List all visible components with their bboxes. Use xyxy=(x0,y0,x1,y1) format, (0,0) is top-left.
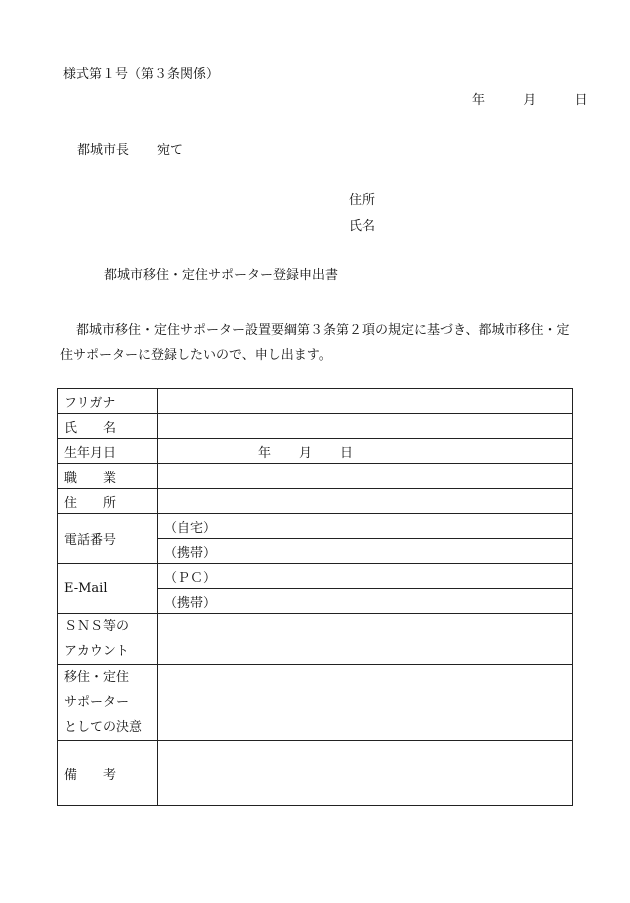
addressee-honorific: 宛て xyxy=(157,143,184,158)
phone-label: 電話番号 xyxy=(58,514,158,564)
sns-label xyxy=(58,614,158,665)
resolve-label-line3: としての決意 xyxy=(64,720,143,735)
address-field[interactable] xyxy=(158,489,573,514)
applicant-name-label: 氏名 xyxy=(349,219,376,234)
addressee xyxy=(77,143,183,159)
sns-label-line2: アカウント xyxy=(64,644,129,659)
document-title: 都城市移住・定住サポーター登録申出書 xyxy=(104,268,339,283)
furigana-field[interactable] xyxy=(158,389,573,414)
email-pc-field[interactable]: （ＰＣ） xyxy=(158,564,573,589)
submission-date xyxy=(472,93,588,109)
applicant-address-label: 住所 xyxy=(349,193,376,208)
sns-field[interactable] xyxy=(158,614,573,665)
phone-mobile-field[interactable]: （携帯） xyxy=(158,539,573,564)
resolve-field[interactable] xyxy=(158,665,573,741)
addressee-name: 都城市長 xyxy=(77,143,130,158)
resolve-label xyxy=(58,665,158,741)
date-day-label: 日 xyxy=(574,93,588,108)
furigana-label: フリガナ xyxy=(58,389,158,414)
address-label: 住 所 xyxy=(58,489,158,514)
date-year-label: 年 xyxy=(472,93,486,108)
occupation-label: 職 業 xyxy=(58,464,158,489)
birth-day-label: 日 xyxy=(340,445,354,461)
birth-month-label: 月 xyxy=(299,445,313,461)
phone-home-field[interactable]: （自宅） xyxy=(158,514,573,539)
email-mobile-field[interactable]: （携帯） xyxy=(158,589,573,614)
name-field[interactable] xyxy=(158,414,573,439)
resolve-label-line2: サポーター xyxy=(64,695,130,710)
birthdate-label: 生年月日 xyxy=(58,439,158,464)
date-month-label: 月 xyxy=(523,93,537,108)
form-number: 様式第１号（第３条関係） xyxy=(63,67,220,82)
birthdate-field[interactable] xyxy=(158,439,573,464)
email-label: E-Mail xyxy=(58,564,158,614)
remarks-field[interactable] xyxy=(158,741,573,806)
document-body: 都城市移住・定住サポーター設置要綱第３条第２項の規定に基づき、都城市移住・定住サポーターに登録したいので、申し出ます。 xyxy=(60,323,570,363)
remarks-label: 備 考 xyxy=(58,741,158,806)
birth-year-label: 年 xyxy=(258,445,272,461)
name-label: 氏 名 xyxy=(58,414,158,439)
occupation-field[interactable] xyxy=(158,464,573,489)
resolve-label-line1: 移住・定住 xyxy=(64,670,130,685)
sns-label-line1: ＳＮＳ等の xyxy=(64,619,130,634)
registration-table xyxy=(57,388,573,806)
